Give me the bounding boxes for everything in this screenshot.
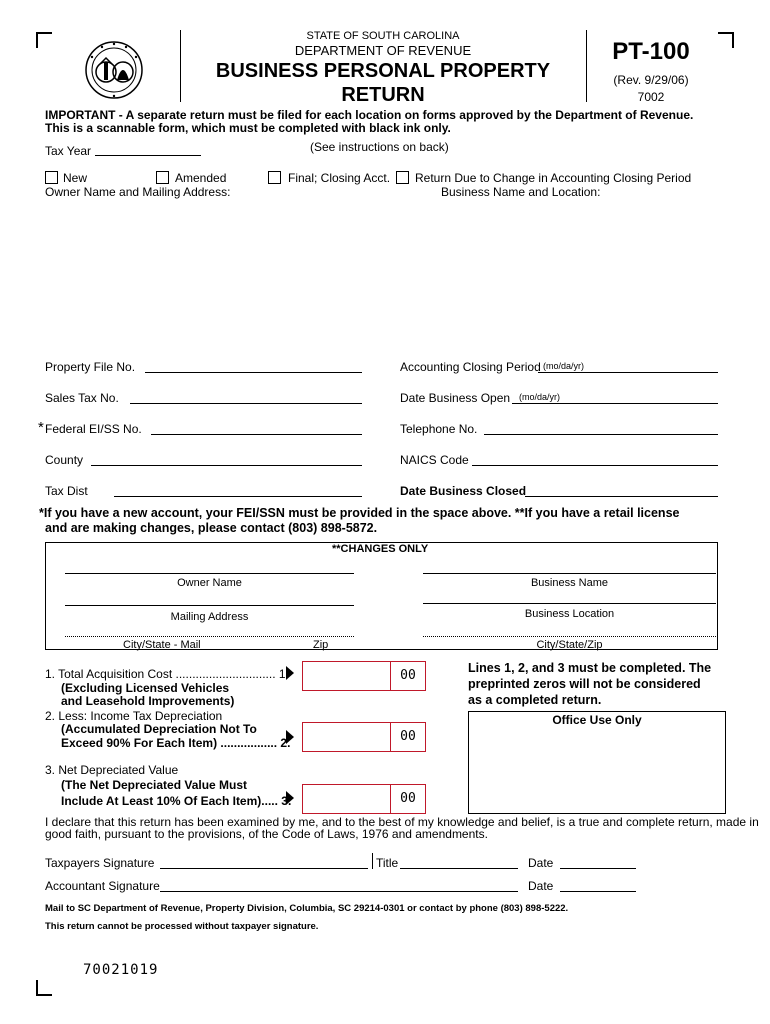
county-label: County xyxy=(45,453,84,467)
state-name: STATE OF SOUTH CAROLINA xyxy=(306,30,460,42)
amended-checkbox[interactable] xyxy=(156,171,169,184)
required-lines-note-2: preprinted zeros will not be considered xyxy=(468,677,701,691)
naics-field[interactable] xyxy=(472,465,718,466)
line2-label: 2. Less: Income Tax Depreciation xyxy=(45,709,223,723)
change-closing-period-checkbox[interactable] xyxy=(396,171,409,184)
accounting-period-label: Accounting Closing Period xyxy=(400,360,541,374)
new-label: New xyxy=(63,171,88,185)
required-lines-note-1: Lines 1, 2, and 3 must be completed. The xyxy=(468,661,712,675)
corner-mark-bottom-left xyxy=(36,980,52,996)
amended-label: Amended xyxy=(175,171,227,185)
new-checkbox[interactable] xyxy=(45,171,58,184)
line2-arrow-icon xyxy=(286,730,294,744)
state-seal-icon xyxy=(84,40,144,100)
department-name: DEPARTMENT OF REVENUE xyxy=(294,43,472,58)
tax-year-label: Tax Year xyxy=(45,144,92,158)
business-name-field[interactable] xyxy=(423,573,716,574)
form-title-line1: BUSINESS PERSONAL PROPERTY xyxy=(215,60,551,82)
line3-amount-input[interactable] xyxy=(302,784,426,814)
date1-field[interactable] xyxy=(560,868,636,869)
form-id: PT-100 xyxy=(612,38,690,65)
title-field[interactable] xyxy=(400,868,518,869)
instructions-note: (See instructions on back) xyxy=(310,140,449,154)
line1-note-b: and Leasehold Improvements) xyxy=(61,694,235,708)
line3-arrow-icon xyxy=(286,791,294,805)
corner-mark-top-left xyxy=(36,32,52,48)
mail-instructions: Mail to SC Department of Revenue, Property Division, Columbia, SC 29214-0301 or contact by phone (803) 898-5222. xyxy=(45,903,569,914)
business-name-label: Business Name xyxy=(530,577,609,589)
line1-label: 1. Total Acquisition Cost .............................. 1. xyxy=(45,667,289,681)
line2-amount-input[interactable] xyxy=(302,722,426,752)
line3-note-b: Include At Least 10% Of Each Item)..... 3. xyxy=(61,794,292,808)
federal-ei-field[interactable] xyxy=(151,434,362,435)
mailing-address-field[interactable] xyxy=(65,605,354,606)
naics-label: NAICS Code xyxy=(400,453,469,467)
accountant-signature-label: Accountant Signature xyxy=(45,879,160,893)
changes-only-title: **CHANGES ONLY xyxy=(332,543,429,555)
taxpayer-signature-label: Taxpayers Signature xyxy=(45,856,155,870)
line3-note-a: (The Net Depreciated Value Must xyxy=(61,778,248,792)
mailing-address-label: Mailing Address xyxy=(170,611,249,623)
final-closing-label: Final; Closing Acct. xyxy=(288,171,391,185)
line1-note-a: (Excluding Licensed Vehicles xyxy=(61,681,230,695)
property-file-field[interactable] xyxy=(145,372,362,373)
date-open-field[interactable] xyxy=(512,403,718,404)
tax-dist-field[interactable] xyxy=(114,496,362,497)
line2-note-b: Exceed 90% For Each Item) ................. 2. xyxy=(61,736,291,750)
city-state-zip-label: City/State/Zip xyxy=(536,639,603,651)
date2-field[interactable] xyxy=(560,891,636,892)
fei-notice-line2: and are making changes, please contact (803) 898-5872. xyxy=(45,521,378,535)
title-label: Title xyxy=(376,856,399,870)
form-title-line2: RETURN xyxy=(341,84,425,106)
fei-notice-line1: *If you have a new account, your FEI/SSN must be provided in the space above. **If you have a retail license xyxy=(39,506,680,520)
property-file-label: Property File No. xyxy=(45,360,136,374)
telephone-field[interactable] xyxy=(484,434,718,435)
line1-cents: 00 xyxy=(390,662,425,690)
header-divider-right xyxy=(586,30,587,102)
title-divider xyxy=(372,853,373,869)
tax-dist-label: Tax Dist xyxy=(45,484,88,498)
date-open-hint: (mo/da/yr) xyxy=(519,392,561,402)
date-closed-field[interactable] xyxy=(525,496,718,497)
line1-amount-input[interactable] xyxy=(302,661,426,691)
line1-arrow-icon xyxy=(286,666,294,680)
changes-only-box xyxy=(45,542,718,650)
sales-tax-label: Sales Tax No. xyxy=(45,391,119,405)
business-location-field[interactable] xyxy=(423,603,716,604)
accountant-signature-field[interactable] xyxy=(160,891,518,892)
line3-cents: 00 xyxy=(390,785,425,813)
business-location-change-label: Business Location xyxy=(524,608,615,620)
accounting-period-hint: (mo/da/yr) xyxy=(543,361,585,371)
date-open-label: Date Business Open xyxy=(400,391,511,405)
office-use-label: Office Use Only xyxy=(552,713,642,727)
owner-name-label: Owner Name xyxy=(177,577,242,589)
city-state-zip-field[interactable] xyxy=(423,636,716,637)
declaration-line1: I declare that this return has been examined by me, and to the best of my knowledge and belief, is a true and complete return, made in xyxy=(45,815,759,829)
county-field[interactable] xyxy=(91,465,362,466)
form-barcode-number: 70021019 xyxy=(83,962,159,978)
corner-mark-top-right xyxy=(718,32,734,48)
owner-address-label: Owner Name and Mailing Address: xyxy=(45,185,231,199)
line2-cents: 00 xyxy=(390,723,425,751)
form-revision: (Rev. 9/29/06) xyxy=(613,73,689,87)
federal-ei-asterisk: * xyxy=(38,419,44,436)
important-notice-line1: IMPORTANT - A separate return must be filed for each location on forms approved by the Department of Revenue. xyxy=(45,108,694,122)
zip-label: Zip xyxy=(313,639,329,651)
date2-label: Date xyxy=(528,879,554,893)
line2-note-a: (Accumulated Depreciation Not To xyxy=(61,722,257,736)
accounting-period-field[interactable] xyxy=(538,372,718,373)
telephone-label: Telephone No. xyxy=(400,422,478,436)
required-lines-note-3: as a completed return. xyxy=(468,693,602,707)
signature-required-note: This return cannot be processed without taxpayer signature. xyxy=(45,921,319,932)
federal-ei-label: Federal EI/SS No. xyxy=(45,422,142,436)
line3-label: 3. Net Depreciated Value xyxy=(45,763,179,777)
date1-label: Date xyxy=(528,856,554,870)
tax-year-field[interactable] xyxy=(95,155,201,156)
city-state-mail-field[interactable] xyxy=(65,636,354,637)
final-closing-checkbox[interactable] xyxy=(268,171,281,184)
owner-name-field[interactable] xyxy=(65,573,354,574)
change-closing-period-label: Return Due to Change in Accounting Closing Period xyxy=(415,171,692,185)
date-closed-label: Date Business Closed xyxy=(400,484,527,498)
sales-tax-field[interactable] xyxy=(130,403,362,404)
form-code: 7002 xyxy=(637,90,665,104)
important-notice-line2: This is a scannable form, which must be completed with black ink only. xyxy=(45,121,451,135)
city-state-mail-label: City/State - Mail xyxy=(123,639,201,651)
taxpayer-signature-field[interactable] xyxy=(160,868,368,869)
declaration-line2: good faith, pursuant to the provisions, of the Code of Laws, 1976 and amendments. xyxy=(45,827,488,841)
business-location-label: Business Name and Location: xyxy=(441,185,601,199)
